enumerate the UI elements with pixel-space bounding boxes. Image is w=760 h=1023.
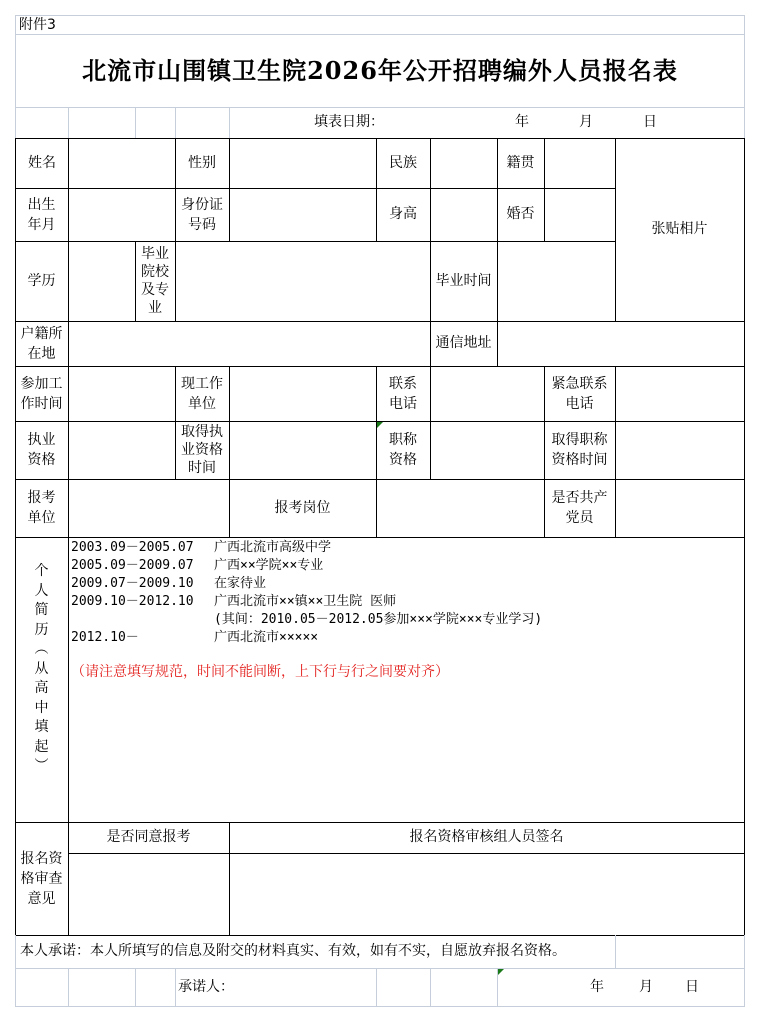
attachment-label: 附件3	[15, 15, 745, 35]
label-text: 报名资	[20, 850, 63, 867]
resume-entry	[71, 539, 331, 557]
label-text: 院校	[141, 264, 169, 280]
blank-cell	[135, 968, 176, 1007]
resume-desc: 广西北流市××镇××卫生院 医师	[214, 594, 397, 609]
input-height[interactable]	[430, 188, 498, 242]
label-text: 电话	[389, 395, 417, 412]
resume-desc: 广西××学院××专业	[214, 558, 324, 573]
header-signature: 报名资格审核组人员签名	[229, 822, 745, 854]
label-household	[15, 321, 69, 367]
resume-note: （请注意填写规范，时间不能间断，上下行与行之间要对齐）	[71, 664, 449, 680]
label-native-place: 籍贯	[497, 138, 545, 189]
label-birth	[15, 188, 69, 242]
input-emergency-phone[interactable]	[615, 366, 745, 422]
input-apply-unit[interactable]	[68, 479, 230, 538]
label-apply-position: 报考岗位	[229, 479, 377, 538]
label-text: 身份证	[181, 196, 223, 213]
input-birth[interactable]	[68, 188, 176, 242]
resume-date: 2003.09－2005.07	[71, 540, 194, 555]
form-title: 北流市山围镇卫生院2026年公开招聘编外人员报名表	[15, 34, 745, 108]
label-text: 联系	[389, 375, 417, 392]
label-text: 执业	[27, 432, 56, 448]
resume-textarea[interactable]	[68, 537, 745, 823]
resume-desc: 在家待业	[214, 576, 267, 591]
label-text: 简	[34, 602, 49, 619]
label-text: 及专	[141, 282, 169, 298]
label-id-number	[175, 188, 230, 242]
label-text: 参加工	[20, 375, 63, 392]
label-text: 时间	[188, 460, 216, 476]
label-ethnicity: 民族	[376, 138, 431, 189]
label-text: 业资格	[181, 442, 223, 458]
input-graduation-time[interactable]	[497, 241, 616, 322]
label-party-member	[544, 479, 616, 538]
label-title-qualification	[376, 421, 431, 480]
input-marital[interactable]	[544, 188, 616, 242]
input-practice-qual-time[interactable]	[229, 421, 377, 480]
input-agree[interactable]	[68, 853, 230, 936]
label-graduation-time: 毕业时间	[430, 241, 498, 322]
input-practice-qualification[interactable]	[68, 421, 176, 480]
input-school-major[interactable]	[175, 241, 431, 322]
label-text: 资格	[389, 452, 417, 468]
label-text: ︵	[34, 641, 49, 658]
input-gender[interactable]	[229, 138, 377, 189]
comment-marker-icon	[377, 422, 383, 428]
header-agree: 是否同意报考	[68, 822, 230, 854]
label-text: 号码	[188, 216, 216, 233]
label-text: 格审查	[20, 870, 63, 887]
resume-entry	[71, 629, 318, 647]
resume-entry	[71, 557, 323, 575]
input-name[interactable]	[68, 138, 176, 189]
blank-cell	[175, 107, 230, 139]
blank-cell	[135, 107, 176, 139]
blank-cell	[68, 968, 136, 1007]
resume-desc: 广西北流市×××××	[214, 630, 319, 645]
label-text: 起	[34, 738, 49, 755]
resume-entry	[71, 593, 396, 611]
label-text: 户籍所	[20, 325, 63, 342]
resume-entry	[71, 611, 542, 629]
label-text: 取得执	[181, 424, 223, 440]
resume-desc: 广西北流市高级中学	[214, 540, 332, 555]
resume-desc: (其间：2010.05－2012.05参加×××学院×××专业学习)	[214, 612, 543, 627]
label-text: 电话	[565, 395, 594, 412]
input-ethnicity[interactable]	[430, 138, 498, 189]
label-text: 是否共产	[551, 490, 608, 506]
label-text: 年月	[27, 216, 56, 233]
input-title-qualification[interactable]	[430, 421, 545, 480]
pledge-date-year[interactable]: 年	[590, 978, 604, 995]
label-text: 从	[34, 660, 49, 677]
label-text: 历	[34, 621, 49, 638]
label-text: 业	[148, 300, 162, 316]
resume-date	[71, 611, 214, 629]
label-education: 学历	[15, 241, 69, 322]
label-text: 意见	[27, 890, 56, 907]
blank-cell	[430, 968, 498, 1007]
label-name: 姓名	[15, 138, 69, 189]
label-text: 填	[34, 719, 49, 736]
label-phone	[376, 366, 431, 422]
photo-area[interactable]: 张贴相片	[615, 138, 745, 322]
blank-cell	[68, 107, 136, 139]
input-mailing-address[interactable]	[497, 321, 745, 367]
signer-label: 承诺人：	[175, 968, 377, 1007]
pledge-text: 本人承诺：本人所填写的信息及附交的材料真实、有效，如有不实，自愿放弃报名资格。	[15, 935, 616, 969]
fill-date-year[interactable]: 年	[515, 114, 529, 130]
pledge-date-month[interactable]: 月	[639, 978, 653, 995]
label-text: 报考	[27, 490, 56, 506]
fill-date-month[interactable]: 月	[579, 114, 593, 130]
label-mailing-address: 通信地址	[430, 321, 498, 367]
label-school-major	[135, 241, 176, 322]
input-current-employer[interactable]	[229, 366, 377, 422]
input-native-place[interactable]	[544, 138, 616, 189]
label-current-employer	[175, 366, 230, 422]
pledge-date-day[interactable]: 日	[685, 978, 699, 995]
fill-date-row	[229, 107, 745, 139]
label-practice-qual-time	[175, 421, 230, 480]
label-text: 取得职称	[551, 432, 608, 448]
label-text: 资格	[27, 452, 56, 468]
resume-entry	[71, 575, 266, 593]
label-text: 中	[34, 699, 49, 716]
resume-date: 2009.10－2012.10	[71, 594, 194, 609]
label-marital: 婚否	[497, 188, 545, 242]
fill-date-day[interactable]: 日	[643, 114, 657, 130]
label-text: 在地	[27, 345, 56, 362]
label-review	[15, 822, 69, 936]
label-height: 身高	[376, 188, 431, 242]
resume-date: 2009.07－2009.10	[71, 576, 194, 591]
resume-date: 2005.09－2009.07	[71, 558, 194, 573]
pledge-date	[497, 968, 745, 1007]
label-text: 个	[34, 563, 49, 580]
label-text: 党员	[565, 510, 594, 526]
label-text: 现工作	[181, 375, 223, 392]
blank-cell	[15, 107, 69, 139]
input-education[interactable]	[68, 241, 136, 322]
input-title-qual-time[interactable]	[615, 421, 745, 480]
blank-cell	[615, 935, 745, 969]
input-party-member[interactable]	[615, 479, 745, 538]
label-work-start	[15, 366, 69, 422]
label-text: 高	[34, 680, 49, 697]
label-text: 人	[34, 582, 49, 599]
label-text: 单位	[27, 510, 56, 526]
label-text: 职称	[389, 432, 417, 448]
label-text: 出生	[27, 196, 56, 213]
blank-cell	[376, 968, 431, 1007]
label-text: ︶	[34, 758, 49, 775]
input-apply-position[interactable]	[376, 479, 545, 538]
input-phone[interactable]	[430, 366, 545, 422]
resume-date: 2012.10－	[71, 630, 139, 645]
label-apply-unit	[15, 479, 69, 538]
input-id-number[interactable]	[229, 188, 377, 242]
blank-cell	[15, 968, 69, 1007]
label-title-qual-time	[544, 421, 616, 480]
label-text: 紧急联系	[551, 375, 608, 392]
input-signature[interactable]	[229, 853, 745, 936]
label-gender: 性别	[175, 138, 230, 189]
input-household[interactable]	[68, 321, 431, 367]
label-text: 毕业	[141, 246, 169, 262]
label-text: 资格时间	[551, 452, 608, 468]
label-practice-qualification	[15, 421, 69, 480]
label-resume	[15, 537, 69, 823]
fill-date-label: 填表日期：	[314, 114, 384, 130]
input-work-start[interactable]	[68, 366, 176, 422]
label-text: 作时间	[20, 395, 63, 412]
label-emergency-phone	[544, 366, 616, 422]
label-text: 单位	[188, 395, 216, 412]
